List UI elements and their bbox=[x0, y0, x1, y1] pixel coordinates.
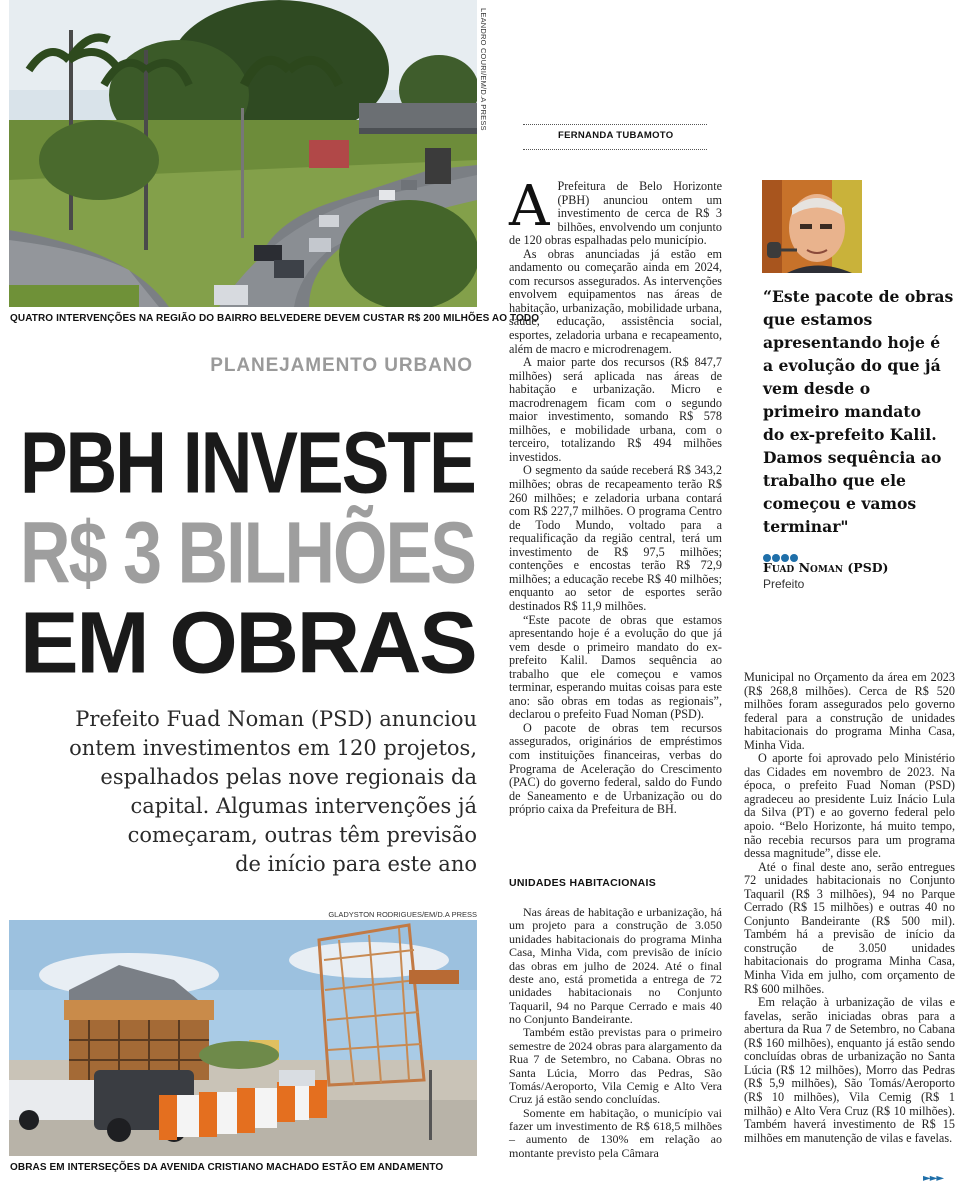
paragraph: Municipal no Orçamento da área em 2023 (R$ 268,8 milhões). Cerca de R$ 520 milhões foram assegurados pelo governo federal para a construção de unidades habitacionais do programa Minha Casa, Minha Vida. bbox=[744, 670, 955, 752]
top-photo bbox=[9, 0, 477, 307]
standfirst-line: espalhados pelas nove regionais da bbox=[100, 765, 477, 789]
pull-quote-line: terminar" bbox=[763, 517, 849, 536]
article-column-1b bbox=[509, 906, 722, 1160]
standfirst-line: ontem investimentos em 120 projetos, bbox=[69, 736, 477, 760]
byline-rule-bottom bbox=[523, 149, 707, 150]
standfirst-line: capital. Algumas intervenções já bbox=[130, 794, 477, 818]
pull-quote-line: do ex-prefeito Kalil. bbox=[763, 425, 937, 444]
paragraph: A maior parte dos recursos (R$ 847,7 milhões) será aplicada nas áreas de habitação e urbanização. Micro e macrodrenagem ficam com o segundo maior investimento, somando R$ 578 milhões, e mobilidade urbana, com o terceiro, totalizando R$ 494 milhões investidos. bbox=[509, 355, 722, 464]
bottom-photo-caption: OBRAS EM INTERSEÇÕES DA AVENIDA CRISTIANO MACHADO ESTÃO EM ANDAMENTO bbox=[10, 1162, 444, 1173]
standfirst-line: Prefeito Fuad Noman (PSD) anunciou bbox=[75, 707, 477, 731]
paragraph: Até o final deste ano, serão entregues 72 unidades habitacionais no Conjunto Taquaril (R$ 3 milhões), 94 no Parque Cerrado (R$ 15 milhões) e outras 40 no Conjunto Bandeirante (R$ 500 mil). Também há a previsão de início da construção de 3.050 unidades habitacionais do programa Minha Casa, Minha Vida em julho, com orçamento de R$ 600 milhões. bbox=[744, 859, 955, 996]
continue-arrows: ►►► bbox=[923, 1173, 944, 1184]
portrait-photo bbox=[762, 180, 862, 273]
paragraph: O aporte foi aprovado pelo Ministério das Cidades em novembro de 2023. Na época, o prefeito Fuad Noman (PSD) agradeceu ao presidente Luiz Inácio Lula da Silva (PT) e ao governo federal pelo apoio. “Belo Horizonte, há muito tempo, não recebia recursos para um programa dessa magnitude”, disse ele. bbox=[744, 751, 955, 861]
paragraph: “Este pacote de obras que estamos apresentando hoje é a evolução do que já vem desde o primeiro mandato do ex-prefeito Kalil. Damos sequência ao trabalho que ele começou e vamos terminar, esperando muitas coisas para este ano: são obras em todas as regionais”, declarou o prefeito Fuad Noman (PSD). bbox=[509, 612, 722, 722]
pull-quote-line: apresentando hoje é bbox=[763, 333, 941, 352]
paragraph: Nas áreas de habitação e urbanização, há um projeto para a construção de 3.050 unidades habitacionais do programa Minha Casa, Minha Vida, com previsão de início das obras em julho de 2024. Até o final deste ano, está prometida a entrega de 72 unidades habitacionais no Conjunto Taquaril, 94 no Parque Cerrado e mais 40 no Conjunto Bandeirante. bbox=[509, 905, 722, 1026]
headline-line-1: PBH INVESTE bbox=[20, 415, 475, 512]
headline-line-3: EM OBRAS bbox=[19, 595, 475, 692]
top-photo-credit: LEANDRO COURI/EM/D.A PRESS bbox=[479, 8, 488, 131]
pull-quote-line: “Este pacote de obras bbox=[763, 287, 954, 306]
article-column-2 bbox=[744, 671, 955, 1145]
pull-quote-line: primeiro mandato bbox=[763, 402, 921, 421]
subhead: UNIDADES HABITACIONAIS bbox=[509, 877, 656, 889]
pull-quote-line: Damos sequência ao bbox=[763, 448, 942, 467]
paragraph: Também estão previstas para o primeiro semestre de 2024 obras para alargamento da Rua 7 de Setembro, no Cabana. Obras no Santa Lúcia, Morro das Pedras, São Tomás/Aeroporto, Vila Cemig e Alto Vera Cruz já estão sendo concluídas. bbox=[509, 1025, 722, 1107]
top-photo-caption: QUATRO INTERVENÇÕES NA REGIÃO DO BAIRRO BELVEDERE DEVEM CUSTAR R$ 200 MILHÕES AO TODO bbox=[10, 313, 540, 324]
pull-quote-line: vem desde o bbox=[763, 379, 871, 398]
paragraph: O segmento da saúde receberá R$ 343,2 milhões; obras de recapeamento terão R$ 260 milhões; e zeladoria urbana contará com R$ 227,7 milhões. O programa Centro de Todo Mundo, voltado para a requalificação da região central, terá um investimento de R$ 97,5 milhões; contenções e encostas terão R$ 72,9 milhões; a educação recebe R$ 40 milhões; enquanto ao setor de esportes serão destinados R$ 11,9 milhões. bbox=[509, 463, 722, 613]
paragraph: O pacote de obras tem recursos assegurados, originários de empréstimos com instituições financeiras, verbas do Programa de Aceleração do Crescimento (PAC) do governo federal, saldo do Fundo de Saneamento e de Urbanização ou do próprio caixa da Prefeitura de BH. bbox=[509, 720, 722, 817]
byline: FERNANDA TUBAMOTO bbox=[558, 130, 674, 141]
standfirst bbox=[17, 705, 477, 879]
article-column-1 bbox=[509, 174, 722, 817]
quote-author: Fuad Noman (PSD) bbox=[763, 560, 889, 575]
dropcap: A bbox=[509, 174, 550, 239]
standfirst-line: começaram, outras têm previsão bbox=[127, 823, 477, 847]
standfirst-line: de início para este ano bbox=[235, 852, 477, 876]
quote-author-role: Prefeito bbox=[763, 577, 805, 591]
bottom-photo bbox=[9, 920, 477, 1156]
pull-quote-line: a evolução do que já bbox=[763, 356, 941, 375]
paragraph: Prefeitura de Belo Horizonte (PBH) anunciou ontem um investimento de cerca de R$ 3 bilhões, envolvendo um conjunto de 120 obras espalhadas pelo município. bbox=[509, 179, 722, 248]
pull-quote-line: que estamos bbox=[763, 310, 873, 329]
paragraph: As obras anunciadas já estão em andamento ou começarão ainda em 2024, com recursos assegurados. As intervenções envolvem equipamentos nas áreas de habitação, urbanização, mobilidade urbana, saúde, educação, assistência social, esportes, zeladoria urbana e recapeamento, além de macro e microdrenagem. bbox=[509, 246, 722, 356]
pull-quote-line: começou e vamos bbox=[763, 494, 917, 513]
bottom-photo-credit: GLADYSTON RODRIGUES/EM/D.A PRESS bbox=[328, 910, 477, 919]
paragraph: Somente em habitação, o município vai fazer um investimento de R$ 618,5 milhões – aumento de 130% em relação ao montante previsto pela Câmara bbox=[509, 1105, 722, 1160]
pull-quote bbox=[763, 285, 958, 538]
paragraph: Em relação à urbanização de vilas e favelas, serão iniciadas obras para a abertura da Rua 7 de Setembro, no Cabana (R$ 160 milhões), enquanto já estão sendo concluídas obras de urbanização no Santa Lúcia (R$ 12 milhões), Morro das Pedras (R$ 5,9 milhões), São Tomás/Aeroporto (R$ 10 milhões), Vila Cemig (R$ 1 milhão) e Alto Vera Cruz (R$ 10 milhões). Também haverá investimento de R$ 15 milhões em manutenção de vilas e favelas. bbox=[744, 995, 955, 1145]
byline-rule-top bbox=[523, 124, 707, 125]
headline-line-2: R$ 3 BILHÕES bbox=[20, 505, 475, 602]
pull-quote-line: trabalho que ele bbox=[763, 471, 906, 490]
section-label: PLANEJAMENTO URBANO bbox=[210, 355, 473, 376]
